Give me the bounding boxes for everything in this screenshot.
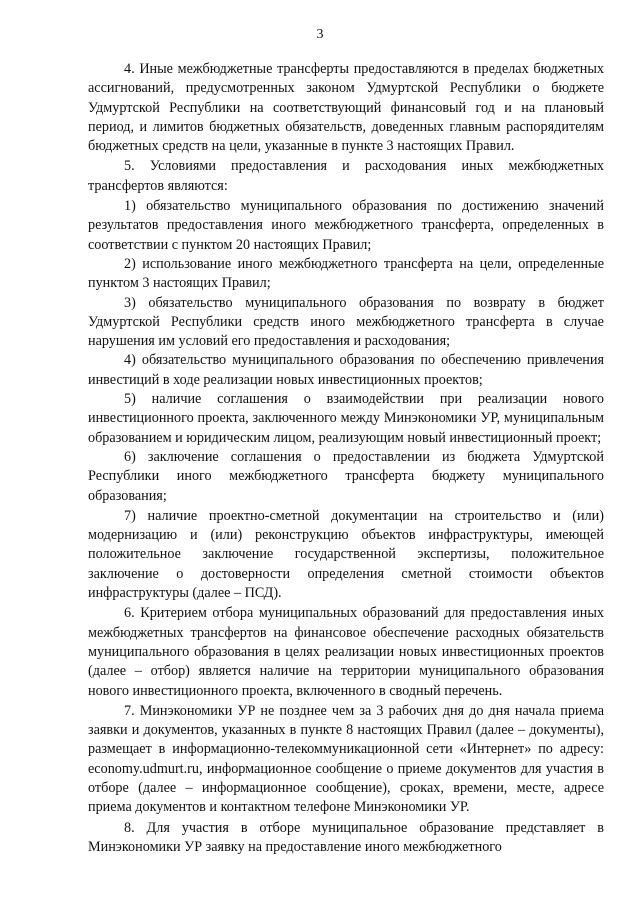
document-body [88,60,604,857]
page-number: 3 [316,27,324,42]
condition-2: 2) использование иного межбюджетного трансферта на цели, определенные пунктом 3 настоящих Правил; [88,255,604,292]
paragraph-item-7: 7. Минэкономики УР не позднее чем за 3 рабочих дня до дня начала приема заявки и документов, указанных в пункте 8 настоящих Правил (далее – документы), размещает в информационно-телекоммуникационной сети «Интернет» по адресу: economy.udmurt.ru, информационное сообщение о приеме документов для участия в отборе (далее – информационное сообщение), сроках, времени, месте, адресе приема документов и контактном телефоне Минэкономики УР. [88,702,604,816]
condition-6: 6) заключение соглашения о предоставлении из бюджета Удмуртской Республики иного межбюджетного трансферта бюджету муниципального образования; [88,448,604,504]
paragraph-item-8: 8. Для участия в отборе муниципальное образование представляет в Минэкономики УР заявку на предоставление иного межбюджетного [88,819,604,855]
paragraph-item-5: 5. Условиями предоставления и расходования иных межбюджетных трансфертов являются: [88,158,604,194]
condition-4: 4) обязательство муниципального образования по обеспечению привлечения инвестиций в ходе реализации новых инвестиционных проектов; [88,352,604,388]
condition-3: 3) обязательство муниципального образования по возврату в бюджет Удмуртской Республики средств иного межбюджетного трансферта в случае нарушения им условий его предоставления и расходования; [88,294,604,350]
condition-1: 1) обязательство муниципального образования по достижению значений результатов предоставления иного межбюджетного трансферта, определенных в соответствии с пунктом 20 настоящих Правил; [88,198,604,253]
condition-7: 7) наличие проектно-сметной документации на строительство и (или) модернизацию и (или) реконструкцию объектов инфраструктуры, имеющей положительное заключение государственной экспертизы, положительное заключение о достоверности определения сметной стоимости объектов инфраструктуры (далее – ПСД). [88,507,604,602]
condition-5: 5) наличие соглашения о взаимодействии при реализации нового инвестиционного проекта, заключенного между Минэкономики УР, муниципальным образованием и юридическим лицом, реализующим новый инвестиционный проект; [88,391,604,446]
paragraph-item-4: 4. Иные межбюджетные трансферты предоставляются в пределах бюджетных ассигнований, предусмотренных законом Удмуртской Республики о бюджете Удмуртской Республики на соответствующий финансовый год и на плановый период, и лимитов бюджетных обязательств, доведенных главным распорядителям бюджетных средств на цели, указанные в пункте 3 настоящих Правил. [88,61,604,155]
paragraph-item-6: 6. Критерием отбора муниципальных образований для предоставления иных межбюджетных трансфертов на финансовое обеспечение расходных обязательств муниципального образования в целях реализации новых инвестиционных проектов (далее – отбор) является наличие на территории муниципального образования нового инвестиционного проекта, включенного в сводный перечень. [88,605,604,699]
